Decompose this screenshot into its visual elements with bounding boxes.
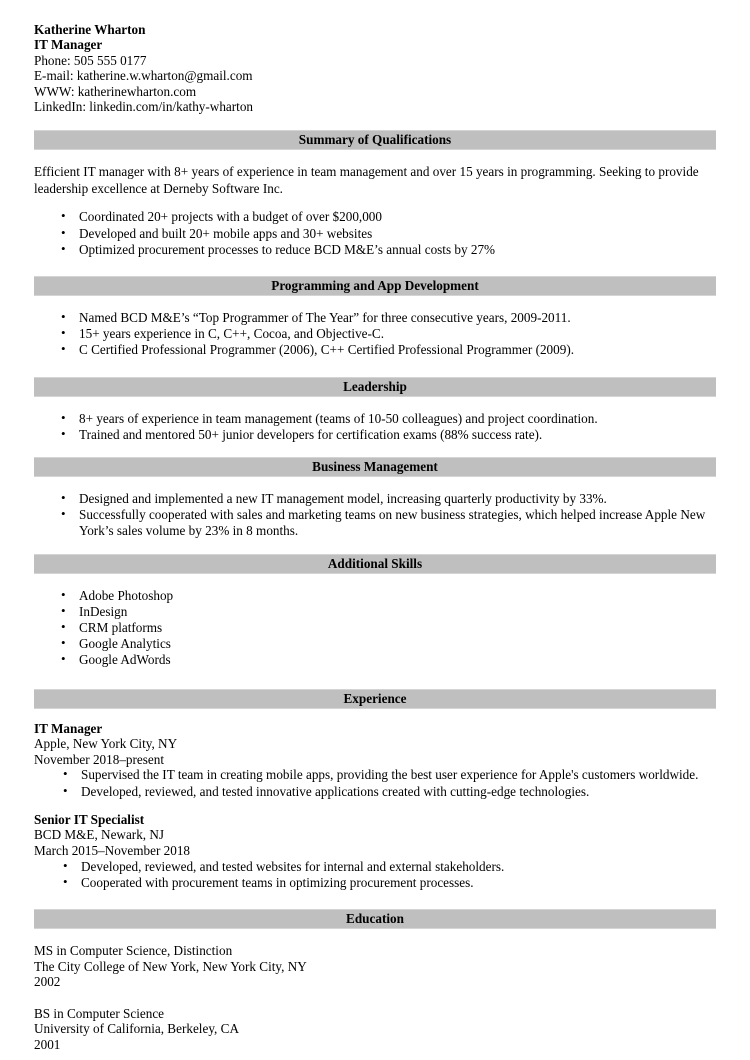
list-item: • Google AdWords xyxy=(34,652,716,668)
list-item: • 8+ years of experience in team management (teams of 10-50 colleagues) and project coordination. xyxy=(34,411,716,427)
job-dates: March 2015–November 2018 xyxy=(34,843,191,859)
section-business-management xyxy=(34,457,716,540)
section-heading-business-management: Business Management xyxy=(34,457,716,477)
contact-website: WWW: katherinewharton.com xyxy=(34,83,197,99)
job-dates: November 2018–present xyxy=(34,751,165,767)
section-heading-education: Education xyxy=(34,909,716,929)
programming-bullet-list xyxy=(34,310,716,359)
contact-header xyxy=(34,22,716,114)
list-item: • Cooperated with procurement teams in optimizing procurement processes. xyxy=(34,875,716,891)
list-item: • Named BCD M&E’s “Top Programmer of The Year” for three consecutive years, 2009-2011. xyxy=(34,310,716,326)
candidate-job-title: IT Manager xyxy=(34,37,103,53)
education-year: 2001 xyxy=(34,1037,61,1053)
additional-skills-bullet-list xyxy=(34,588,716,669)
section-experience xyxy=(34,689,716,891)
leadership-bullet-list xyxy=(34,411,716,443)
business-management-bullet-list xyxy=(34,491,716,540)
list-item: • CRM platforms xyxy=(34,620,716,636)
education-degree: MS in Computer Science, Distinction xyxy=(34,943,233,959)
section-additional-skills xyxy=(34,554,716,669)
list-item: • InDesign xyxy=(34,604,716,620)
section-programming-and-app-development xyxy=(34,276,716,359)
education-entry xyxy=(34,1006,716,1053)
candidate-name: Katherine Wharton xyxy=(34,22,146,37)
section-leadership xyxy=(34,377,716,443)
list-item: • Trained and mentored 50+ junior developers for certification exams (88% success rate). xyxy=(34,427,716,443)
contact-linkedin: LinkedIn: linkedin.com/in/kathy-wharton xyxy=(34,99,254,115)
summary-paragraph: Efficient IT manager with 8+ years of experience in team management and over 15 years in programming. Seeking to provide leadership excellence at Derneby Software Inc. xyxy=(34,164,699,196)
list-item: • Developed, reviewed, and tested innovative applications created with cutting-edge technologies. xyxy=(34,784,716,800)
job-bullet-list xyxy=(34,859,716,891)
education-school: University of California, Berkeley, CA xyxy=(34,1021,239,1037)
job-bullet-list xyxy=(34,767,716,799)
list-item: • Optimized procurement processes to reduce BCD M&E’s annual costs by 27% xyxy=(34,242,716,258)
list-item: • Coordinated 20+ projects with a budget of over $200,000 xyxy=(34,209,716,225)
education-entry xyxy=(34,943,716,990)
job-employer: Apple, New York City, NY xyxy=(34,736,178,752)
list-item: • C Certified Professional Programmer (2006), C++ Certified Professional Programmer (2009). xyxy=(34,342,716,358)
list-item: • Supervised the IT team in creating mobile apps, providing the best user experience for Apple's customers worldwide. xyxy=(34,767,716,783)
contact-phone: Phone: 505 555 0177 xyxy=(34,52,147,68)
contact-email: E-mail: katherine.w.wharton@gmail.com xyxy=(34,68,253,84)
summary-bullet-list xyxy=(34,209,716,258)
list-item: • Adobe Photoshop xyxy=(34,588,716,604)
section-heading-summary: Summary of Qualifications xyxy=(34,130,716,150)
section-heading-experience: Experience xyxy=(34,689,716,709)
experience-entry xyxy=(34,812,716,891)
education-degree: BS in Computer Science xyxy=(34,1005,165,1021)
section-education xyxy=(34,909,716,1053)
experience-entry xyxy=(34,721,716,800)
job-title: Senior IT Specialist xyxy=(34,811,145,827)
section-heading-leadership: Leadership xyxy=(34,377,716,397)
list-item: • Developed, reviewed, and tested websites for internal and external stakeholders. xyxy=(34,859,716,875)
job-title: IT Manager xyxy=(34,720,103,736)
list-item: • Google Analytics xyxy=(34,636,716,652)
section-heading-programming: Programming and App Development xyxy=(34,276,716,296)
section-summary-of-qualifications xyxy=(34,130,716,258)
job-employer: BCD M&E, Newark, NJ xyxy=(34,827,165,843)
education-school: The City College of New York, New York City, NY xyxy=(34,958,307,974)
section-heading-additional-skills: Additional Skills xyxy=(34,554,716,574)
list-item: • Designed and implemented a new IT management model, increasing quarterly productivity by 33%. xyxy=(34,491,716,507)
education-year: 2002 xyxy=(34,974,61,990)
list-item: • Successfully cooperated with sales and marketing teams on new business strategies, which helped increase Apple New York’s sales volume by 23% in 8 months. xyxy=(34,507,716,539)
list-item: • Developed and built 20+ mobile apps and 30+ websites xyxy=(34,226,716,242)
list-item: • 15+ years experience in C, C++, Cocoa, and Objective-C. xyxy=(34,326,716,342)
